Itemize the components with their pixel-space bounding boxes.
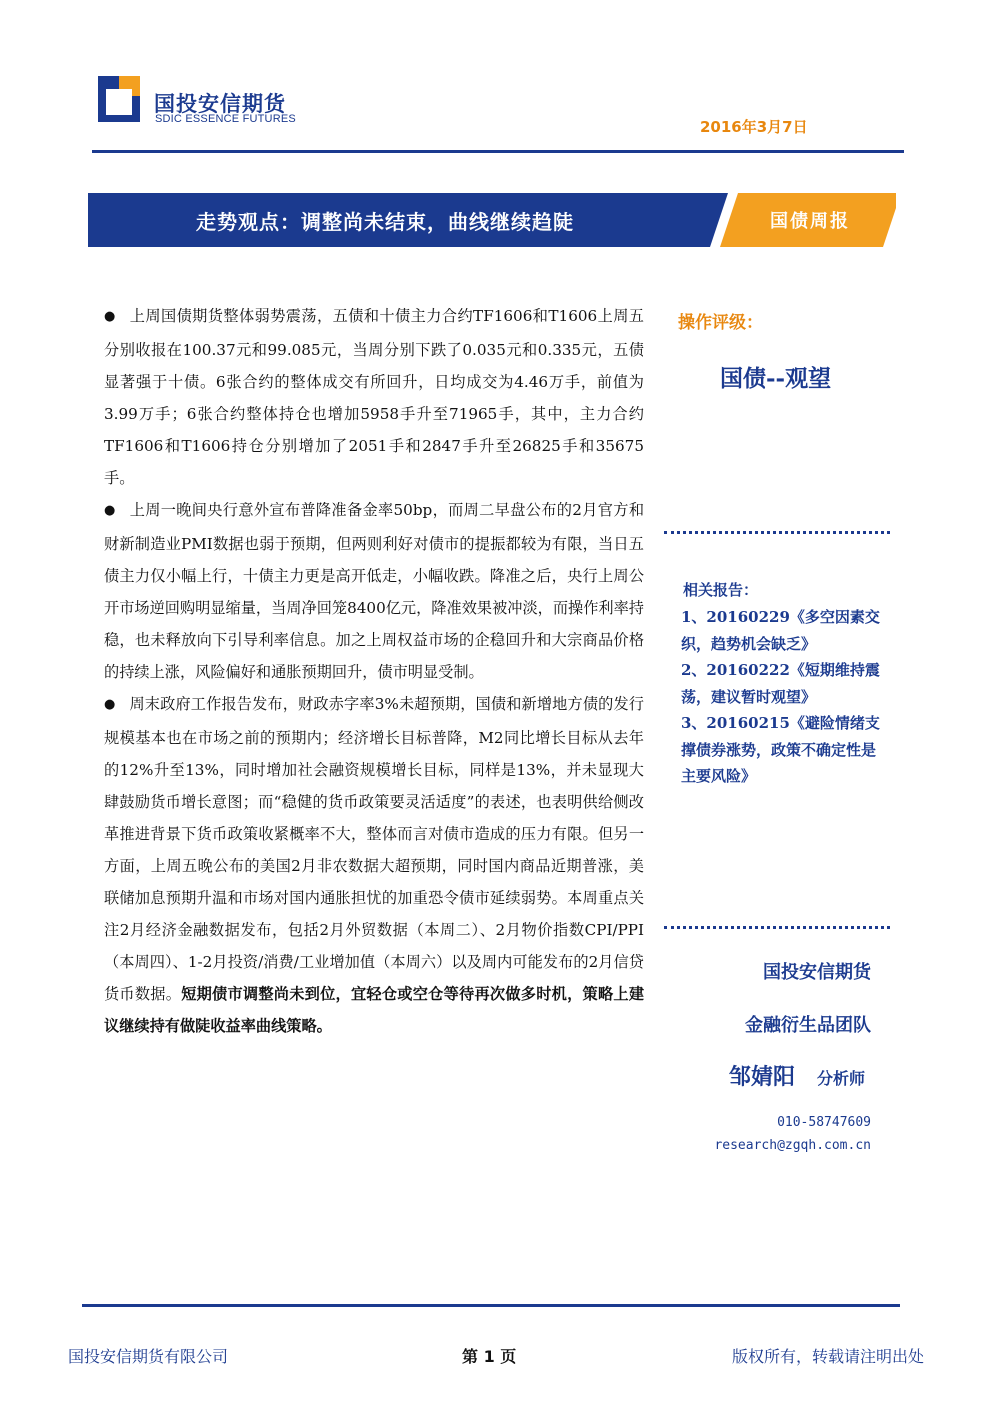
paragraph-2-text: 上周一晚间央行意外宣布普降准备金率50bp，而周二早盘公布的2月官方和财新制造业PMI数据也弱于预期，但两则利好对债市的提振都较为有限，当日五债主力仅小幅上行，十债主力更是高开低走，小幅收跌。降准之后，央行上周公开市场逆回购明显缩量，当周净回笼8400亿元，降准效果被冲淡，而操作利率持稳，也未释放向下引导利率信息。加之上周权益市场的企稳回升和大宗商品价格的持续上涨，风险偏好和通胀预期回升，债市明显受制。 xyxy=(104,501,645,681)
contact-phone: 010-58747609 xyxy=(777,1115,871,1130)
related-reports-list xyxy=(681,604,881,790)
bullet-icon: ● xyxy=(104,697,116,712)
contact-email[interactable]: research@zgqh.com.cn xyxy=(714,1138,871,1153)
bullet-icon: ● xyxy=(104,309,116,324)
organization-name: 国投安信期货 xyxy=(763,962,871,983)
page-number: 第 1 页 xyxy=(462,1347,517,1366)
main-commentary xyxy=(104,300,644,1042)
logo-chinese-name: 国投安信期货 xyxy=(154,92,286,116)
team-name: 金融衍生品团队 xyxy=(745,1015,871,1036)
related-report-item[interactable]: 3、20160215《避险情绪支撑债券涨势，政策不确定性是主要风险》 xyxy=(681,714,880,785)
rating-label: 操作评级： xyxy=(678,313,763,333)
bullet-icon: ● xyxy=(104,503,116,518)
footer-divider xyxy=(82,1304,900,1307)
dotted-divider xyxy=(664,531,890,534)
paragraph-2 xyxy=(104,494,644,688)
related-reports-label: 相关报告： xyxy=(683,581,759,599)
company-logo-icon xyxy=(98,76,140,122)
paragraph-1-text: 上周国债期货整体弱势震荡，五债和十债主力合约TF1606和T1606上周五分别收报在100.37元和99.085元，当周分别下跌了0.035元和0.335元，五债显著强于十债。6张合约的整体成交有所回升，日均成交为4.46万手，前值为3.99万手；6张合约整体持仓也增加5958手升至71965手，其中，主力合约TF1606和T1606持仓分别增加了2051手和2847手升至26825手和35675手。 xyxy=(104,307,644,487)
strategy-conclusion: 短期债市调整尚未到位，宜轻仓或空仓等待再次做多时机，策略上建议继续持有做陡收益率曲线策略。 xyxy=(104,985,645,1035)
related-report-item[interactable]: 2、20160222《短期维持震荡，建议暂时观望》 xyxy=(681,661,880,706)
analyst-name: 邹婧阳 xyxy=(729,1065,796,1090)
banner-report-type: 国债周报 xyxy=(770,211,850,232)
header-divider xyxy=(92,150,904,153)
paragraph-1 xyxy=(104,300,644,494)
related-report-item[interactable]: 1、20160229《多空因素交织，趋势机会缺乏》 xyxy=(681,608,880,653)
dotted-divider xyxy=(664,926,890,929)
analyst-role: 分析师 xyxy=(817,1069,866,1088)
report-date: 2016年3月7日 xyxy=(700,118,808,136)
footer-copyright: 版权所有，转载请注明出处 xyxy=(731,1347,924,1366)
rating-value: 国债--观望 xyxy=(720,365,832,392)
banner-title: 走势观点：调整尚未结束，曲线继续趋陡 xyxy=(196,210,574,234)
footer-company: 国投安信期货有限公司 xyxy=(68,1347,229,1366)
paragraph-3 xyxy=(104,688,644,1042)
logo-english-name: SDIC ESSENCE FUTURES xyxy=(155,113,296,125)
paragraph-3-text: 周末政府工作报告发布，财政赤字率3%未超预期，国债和新增地方债的发行规模基本也在市场之前的预期内；经济增长目标普降，M2同比增长目标从去年的12%升至13%，同时增加社会融资规模增长目标，同样是13%，并未显现大肆鼓励货币增长意图；而“稳健的货币政策要灵活适度”的表述，也表明供给侧改革推进背景下货币政策收紧概率不大，整体而言对债市造成的压力有限。但另一方面，上周五晚公布的美国2月非农数据大超预期，同时国内商品近期普涨，美联储加息预期升温和市场对国内通胀担忧的加重恐令债市延续弱势。本周重点关注2月经济金融数据发布，包括2月外贸数据（本周二）、2月物价指数CPI/PPI（本周四）、1-2月投资/消费/工业增加值（本周六）以及周内可能发布的2月信贷货币数据。 xyxy=(104,695,644,1003)
